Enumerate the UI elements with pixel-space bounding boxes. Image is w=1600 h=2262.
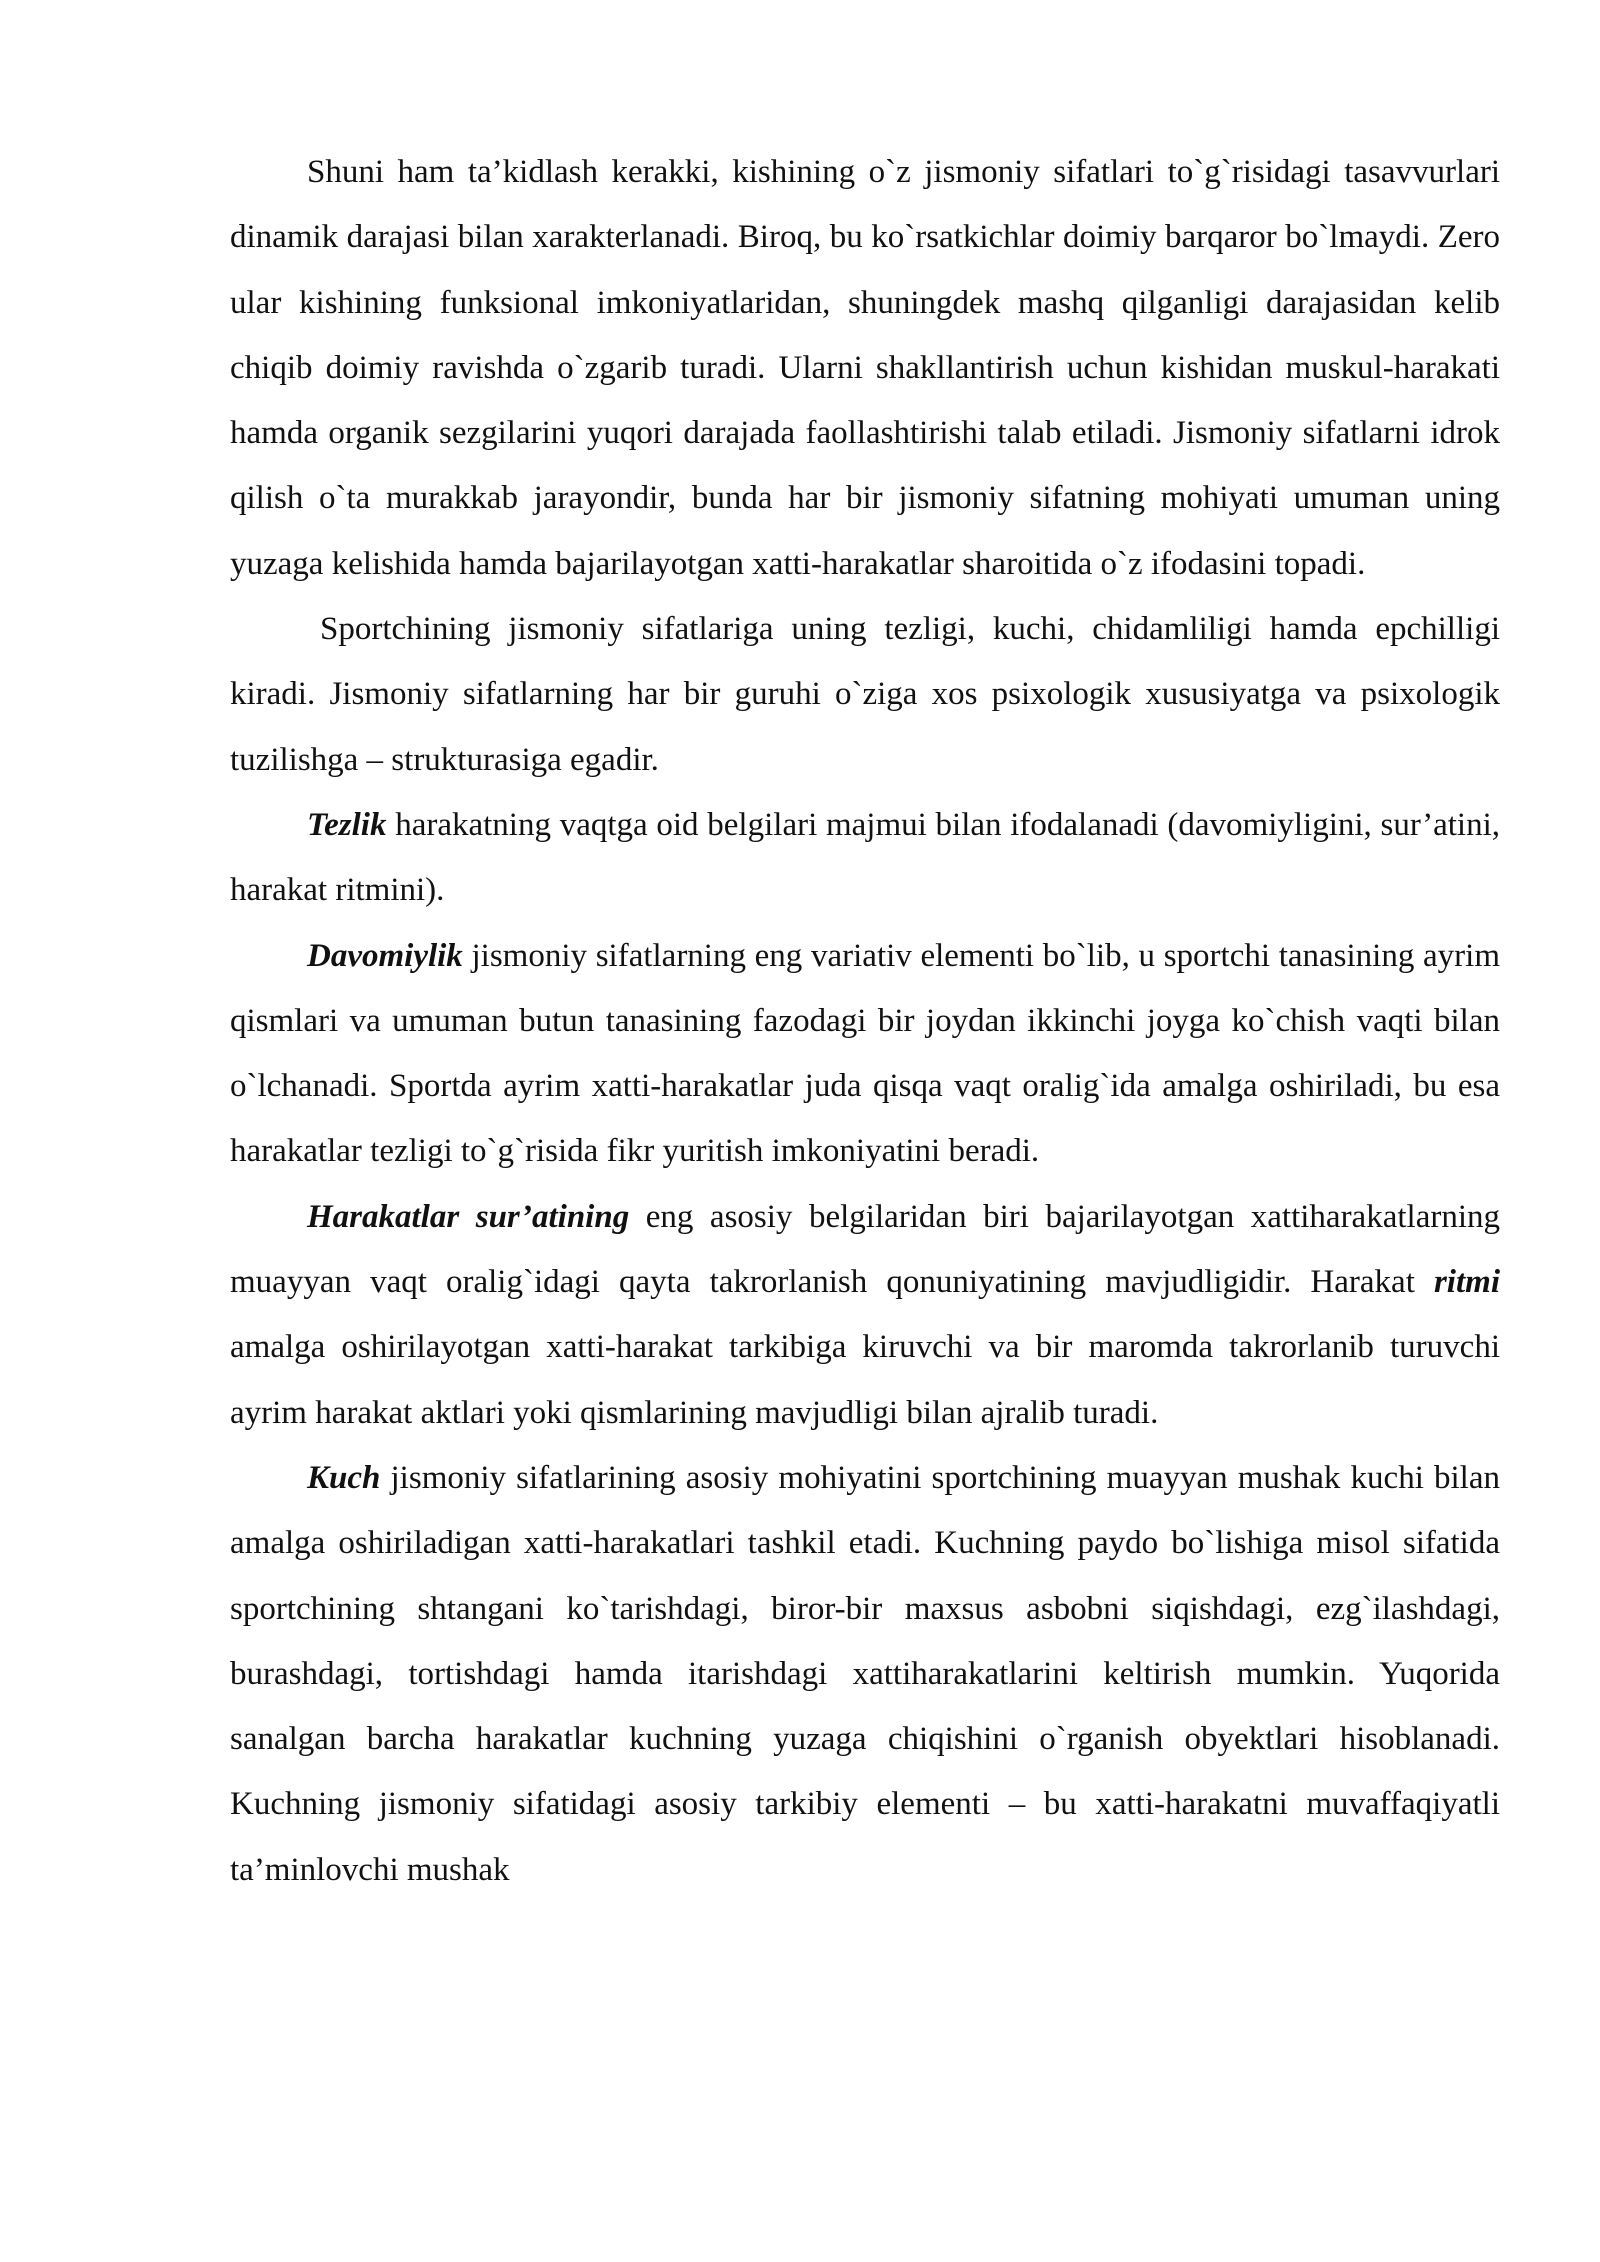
paragraph-strength [230, 1446, 1500, 1903]
paragraph-text: amalga oshirilayotgan xatti-harakat tarkibiga kiruvchi va bir maromda takrorlanib turuvchi ayrim harakat aktlari yoki qismlarining mavjudligi bilan ajralib turadi. [230, 1329, 1500, 1431]
paragraph-text: harakatning vaqtga oid belgilari majmui bilan ifodalanadi (davomiyligini, sur’atini, harakat ritmini). [230, 806, 1500, 909]
paragraph-text: jismoniy sifatlarining asosiy mohiyatini sportchining muayyan mushak kuchi bilan amalga oshiriladigan xatti-harakatlari tashkil etadi. Kuchning paydo bo`lishiga misol sifatida sportchining shtangani ko`tarishdagi, biror-bir maxsus asbobni siqishdagi, ezg`ilashdagi, burashdagi, tortishdagi hamda itarishdagi xattiharakatlarini keltirish mumkin. Yuqorida sanalgan barcha harakatlar kuchning yuzaga chiqishini o`rganish obyektlari hisoblanadi. Kuchning jismoniy sifatidagi asosiy tarkibiy elementi – bu xatti-harakatni muvaffaqiyatli ta’minlovchi mushak [230, 1459, 1500, 1888]
term-speed: Tezlik [307, 806, 387, 843]
term-tempo: Harakatlar sur’atining [307, 1198, 630, 1235]
paragraph-physical-qualities [230, 597, 1500, 793]
term-strength: Kuch [307, 1459, 381, 1496]
paragraph-text: Shuni ham ta’kidlash kerakki, kishining o`z jismoniy sifatlari to`g`risidagi tasavvurlari dinamik darajasi bilan xarakterlanadi. Biroq, bu ko`rsatkichlar doimiy barqaror bo`lmaydi. Zero ular kishining funksional imkoniyatlaridan, shuningdek mashq qilganligi darajasidan kelib chiqib doimiy ravishda o`zgarib turadi. Ularni shakllantirish uchun kishidan muskul-harakati hamda organik sezgilarini yuqori darajada faollashtirishi talab etiladi. Jismoniy sifatlarni idrok qilish o`ta murakkab jarayondir, bunda har bir jismoniy sifatning mohiyati umuman uning yuzaga kelishida hamda bajarilayotgan xatti-harakatlar sharoitida o`z ifodasini topadi. [230, 154, 1500, 582]
paragraph-speed [230, 793, 1500, 924]
paragraph-text: Sportchining jismoniy sifatlariga uning tezligi, kuchi, chidamliligi hamda epchilligi kiradi. Jismoniy sifatlarning har bir guruhi o`ziga xos psixologik xususiyatga va psixologik tuzilishga – strukturasiga egadir. [230, 611, 1500, 778]
paragraph-text: jismoniy sifatlarning eng variativ elementi bo`lib, u sportchi tanasining ayrim qismlari va umuman butun tanasining fazodagi bir joydan ikkinchi joyga ko`chish vaqti bilan o`lchanadi. Sportda ayrim xatti-harakatlar juda qisqa vaqt oralig`ida amalga oshiriladi, bu esa harakatlar tezligi to`g`risida fikr yuritish imkoniyatini beradi. [230, 937, 1500, 1170]
paragraph-duration [230, 924, 1500, 1185]
paragraph-tempo [230, 1185, 1500, 1446]
paragraph-self-perception [230, 140, 1500, 597]
paragraph-text: eng asosiy belgilaridan biri bajarilayotgan xattiharakatlarning muayyan vaqt oralig`idagi qayta takrorlanish qonuniyatining mavjudligidir. Harakat [230, 1198, 1500, 1301]
term-rhythm: ritmi [1433, 1264, 1500, 1301]
term-duration: Davomiylik [307, 937, 463, 974]
